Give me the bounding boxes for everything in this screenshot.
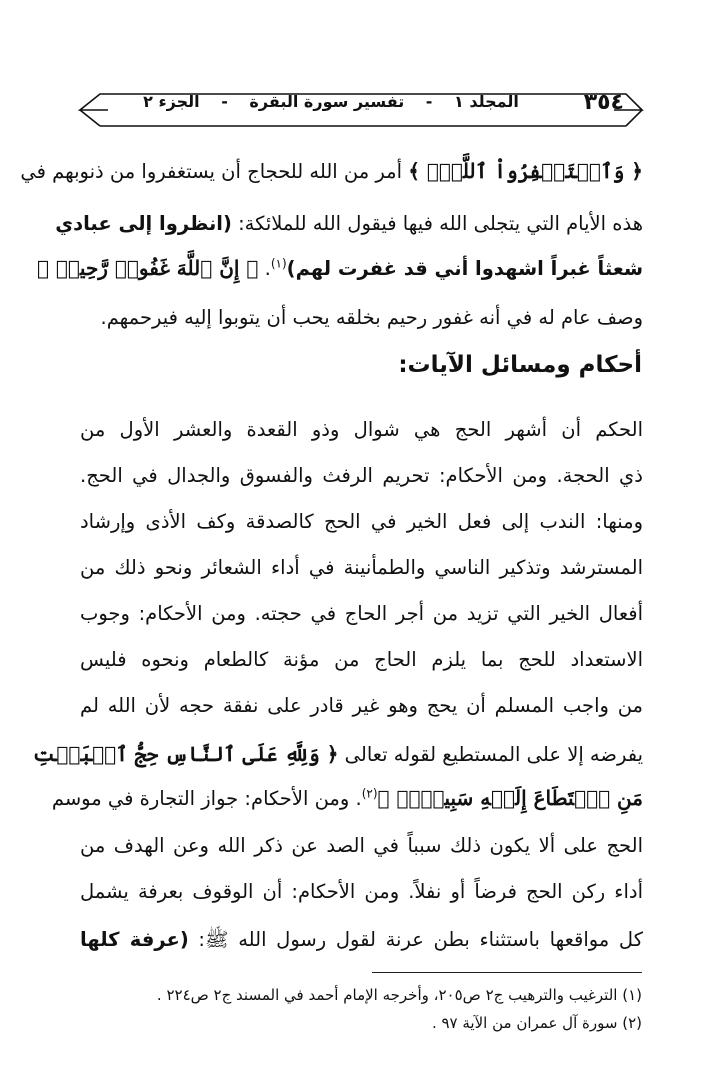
text-line — [32, 740, 643, 770]
book-title: تفسير سورة البقرة — [249, 92, 405, 111]
text-line: من واجب المسلم أن يحج وهو غير قادر على نفقة حجه لأن الله لم — [80, 694, 643, 717]
footnote-text: الترغيب والترهيب ج٢ ص٢٠٥، وأخرجه الإمام أحمد في المسند ج٢ ص٢٢٤ . — [156, 986, 618, 1004]
quran-verse: ﴿ وَلِلَّهِ عَلَى ٱلنَّاسِ حِجُّ ٱلۡبَيۡتِ — [32, 742, 339, 766]
footnote-number: (١) — [622, 986, 642, 1004]
body-text: يفرضه إلا على المستطيع لقوله تعالى — [344, 743, 643, 766]
footnote-ref[interactable]: (٢) — [361, 786, 378, 801]
footnote-text: سورة آل عمران من الآية ٩٧ . — [431, 1014, 618, 1032]
text-line: أداء ركن الحج فرضاً أو نفلاً. ومن الأحكام: أن الوقوف بعرفة يشمل — [80, 880, 643, 903]
title-separator: - — [425, 92, 433, 111]
quran-verse: ﴿ إِنَّ ٱللَّهَ غَفُورٞ رَّحِيمٞ ﴾ — [36, 256, 259, 280]
body-text: هذه الأيام التي يتجلى الله فيها فيقول الله للملائكة: — [238, 212, 643, 235]
hadith-quote: شعثاً غبراً اشهدوا أني قد غفرت لهم) — [286, 257, 643, 280]
text-line — [55, 210, 643, 240]
footnote-number: (٢) — [622, 1014, 642, 1032]
running-header — [78, 86, 644, 132]
body-text: كل مواقعها باستثناء بطن عرنة لقول رسول الله ﷺ: — [198, 928, 643, 951]
hadith-quote: (انظروا إلى عبادي — [55, 212, 232, 235]
text-line — [80, 926, 643, 956]
part-label: الجزء ٢ — [143, 92, 200, 111]
hadith-quote: (عرفة كلها — [80, 928, 189, 951]
footnote — [79, 986, 642, 1004]
volume-label: المجلد ١ — [454, 92, 519, 111]
text-line: ومنها: الندب إلى فعل الخير في الحج كالصدقة وكف الأذى وإرشاد — [80, 510, 643, 533]
text-line: الاستعداد للحج بما يلزم الحاج من مؤنة كالطعام ونحوه فليس — [80, 648, 643, 671]
text-line — [51, 784, 643, 814]
page-number: ٣٥٤ — [583, 90, 624, 115]
quran-verse: ﴿ وَٱسۡتَغۡفِرُواْ ٱللَّهَۚ ﴾ — [408, 159, 643, 183]
section-heading: أحكام ومسائل الآيات: — [398, 352, 642, 378]
body-text: أمر من الله للحجاج أن يستغفروا من ذنوبهم في — [20, 160, 402, 183]
body-text: . ومن الأحكام: جواز التجارة في موسم — [51, 787, 362, 810]
footnote-ref[interactable]: (١) — [270, 256, 287, 271]
body-text: وصف عام له في أنه غفور رحيم بخلقه يحب أن يتوبوا إليه فيرحمهم. — [100, 306, 643, 329]
text-line: الحكم أن أشهر الحج هي شوال وذو القعدة والعشر الأول من — [80, 418, 643, 441]
text-line: شعثاً غبراً اشهدوا أني قد غفرت لهم)$^{(١)}$. ﴿ إِنَّ ٱللَّهَ غَفُورٞ رَّحِيمٞ ﴾ — [36, 256, 643, 280]
running-title — [118, 92, 544, 111]
quran-verse: مَنِ ٱسۡتَطَاعَ إِلَيۡهِ سَبِيلٗاۚ ﴾ — [377, 786, 643, 810]
text-line — [80, 304, 643, 334]
text-line: المسترشد وتذكير الناسي والطمأنينة في أداء الشعائر ونحو ذلك من — [80, 556, 643, 579]
footnote-divider — [372, 972, 642, 973]
title-separator: - — [221, 92, 228, 111]
footnote — [79, 1014, 642, 1032]
text-line: الحج على ألا يكون ذلك سبباً في الصد عن ذكر الله وعن الهدف من — [80, 834, 643, 857]
text-line — [20, 157, 643, 187]
text-line: ذي الحجة. ومن الأحكام: تحريم الرفث والفسوق والجدال في الحج. — [80, 464, 643, 487]
text-line: أفعال الخير التي تزيد من أجر الحاج في حجته. ومن الأحكام: وجوب — [80, 602, 643, 625]
